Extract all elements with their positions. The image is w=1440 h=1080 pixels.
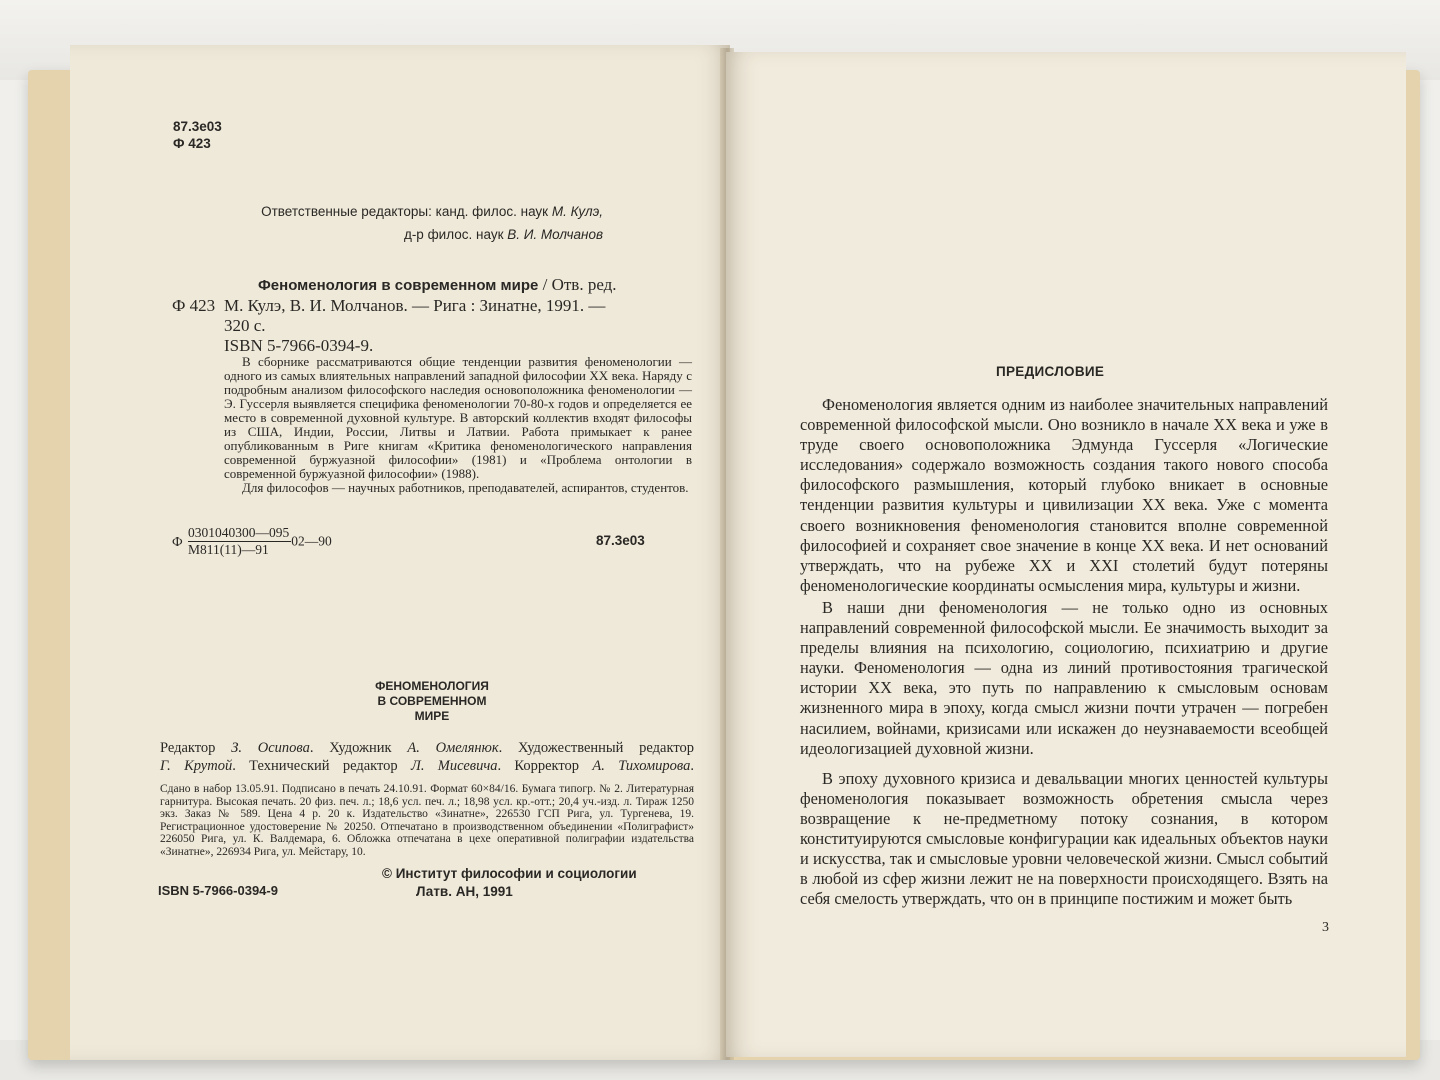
- book-title-line3: МИРЕ: [414, 709, 450, 723]
- preface-body: [800, 395, 1328, 909]
- book-title-line1: ФЕНОМЕНОЛОГИЯ: [375, 679, 489, 693]
- catalog-card-title-line: [172, 275, 692, 296]
- credits-period: .: [690, 758, 695, 774]
- preface-paragraph-2: В наши дни феноменология — не только одно из основных направлений современной философской мысли. Ее значимость выходит за пределы влияния на психологию, социологию, психиатрию и другие науки. Феноменология — одна из линий противостояния трагической истории XX века, это путь по направлению к смысловым основам жизненного мира в эпоху, когда смысл жизни почти утрачен — погребен насилием, войнами, кризисами или искажен до неузнаваемости всеобщей идеологизацией духовной жизни.: [800, 597, 1328, 758]
- credits-tech-editor-name: Л. Мисевича: [411, 758, 498, 774]
- formula-fraction: [188, 525, 291, 558]
- credits-art-editor-name: Г. Крутой: [160, 758, 233, 774]
- copyright-block: [382, 865, 637, 901]
- preface-paragraph-3: В эпоху духовного кризиса и девальвации многих ценностей культуры феноменология показывает возможность обретения смысла через возвращение к не-предметному потоку сознания, в котором конституируются смысловые конфигурации как идеальных объектов науки и искусства, так и смысловые уровни человеческой жизни. Смысл событий в любой из сфер жизни лежит не на поверхности происходящего. Взять на себя смелость утверждать, что он в принципе постижим и может быть: [800, 768, 1328, 909]
- credits-line2: [160, 757, 694, 775]
- isbn-bottom: ISBN 5-7966-0394-9: [158, 883, 278, 898]
- catalog-card-title-rest: / Отв. ред.: [538, 275, 617, 294]
- credits-proofreader-name: А. Тихомирова: [592, 758, 691, 774]
- copyright-line1: © Институт философии и социологии: [382, 866, 637, 881]
- catalog-card-title: Феноменология в современном мире: [258, 277, 539, 294]
- credits-line1: [160, 739, 694, 757]
- formula-denominator: M811(11)—91: [188, 542, 269, 557]
- editors-line1-name: М. Кулэ,: [551, 204, 603, 219]
- catalog-card-isbn: ISBN 5-7966-0394-9.: [224, 336, 374, 355]
- catalog-card-imprint: М. Кулэ, В. И. Молчанов. — Рига : Зинатне, 1991. —: [224, 296, 606, 315]
- formula-code: 87.3e03: [596, 533, 645, 548]
- publication-formula: [172, 525, 692, 558]
- editors-line2-name: В. И. Молчанов: [507, 227, 603, 242]
- book-title-block: [332, 679, 532, 724]
- annotation: [224, 355, 692, 495]
- credits-editor-name: З. Осипова: [231, 740, 310, 756]
- preface-heading: ПРЕДИСЛОВИЕ: [996, 364, 1105, 379]
- book-title-line2: В СОВРЕМЕННОМ: [377, 694, 487, 708]
- catalog-card-pages: 320 с.: [224, 316, 266, 335]
- classification-author-mark: Ф 423: [173, 136, 211, 151]
- catalog-card-mark: Ф 423: [172, 296, 216, 315]
- catalog-card-line2: [172, 296, 692, 316]
- credits: [160, 739, 694, 775]
- copyright-line2: Латв. АН, 1991: [416, 884, 513, 899]
- classification-block: [173, 118, 222, 152]
- formula-numerator: 0301040300—095: [188, 525, 290, 540]
- catalog-card: [172, 275, 692, 356]
- formula-suffix: 02—90: [291, 533, 332, 549]
- responsible-editors: [248, 200, 603, 246]
- credits-art-editor-label: . Художественный редактор: [498, 740, 694, 756]
- credits-tech-editor-label: . Технический редактор: [232, 758, 411, 774]
- annotation-paragraph-1: В сборнике рассматриваются общие тенденции развития феноменологии — одного из самых влиятельных направлений западной философии XX века. Наряду с подробным анализом философского наследия основоположника феноменологии — Э. Гуссерля выявляется специфика феноменологии 70-80-х годов и определяется ее место в современной духовной культуре. В авторский коллектив входят философы из США, Индии, России, Литвы и Латвии. Работа примыкает к ранее опубликованным в Риге книгам «Критика феноменологического направления современной буржуазной философии» (1981) и «Проблема онтологии в современной буржуазной философии» (1988).: [224, 354, 692, 481]
- annotation-paragraph-2: Для философов — научных работников, преподавателей, аспирантов, студентов.: [242, 480, 689, 495]
- editors-line1-prefix: Ответственные редакторы: канд. филос. наук: [261, 204, 552, 219]
- left-page: [70, 45, 730, 1060]
- credits-proofreader-label: . Корректор: [497, 758, 593, 774]
- credits-artist-label: . Художник: [309, 740, 408, 756]
- classification-code: 87.3e03: [173, 119, 222, 134]
- credits-artist-name: А. Омелянюк: [407, 740, 499, 756]
- page-number: 3: [1322, 920, 1329, 935]
- formula-prefix: Ф: [172, 533, 183, 549]
- preface-paragraph-1: Феноменология является одним из наиболее значительных направлений современной философской мысли. Оно возникло в начале XX века и уже в труде своего основоположника Эдмунда Гуссерля «Логические исследования» содержало возможность создания такого нового способа философского размышления, который глубоко вникает в основные тенденции развития культуры и цивилизации XX века. Уже с момента своего возникновения феноменология становится вполне современной философией и сохраняет свое значение в конце XX века. И нет оснований утверждать, что на рубеже XX и XXI столетий будут потеряны феноменологические координаты осмысления мира, культуры и жизни.: [800, 395, 1328, 595]
- editors-line2-prefix: д-р филос. наук: [403, 227, 508, 242]
- right-page: [726, 52, 1406, 1057]
- imprint-details: Сдано в набор 13.05.91. Подписано в печать 24.10.91. Формат 60×84/16. Бумага типогр. № 2. Литературная гарнитура. Высокая печать. 20 физ. печ. л.; 18,6 усл. печ. л.; 18,98 усл. кр.-отт.; 20,4 уч.-изд. л. Тираж 1250 экз. Заказ № 589. Цена 4 р. 20 к. Издательство «Зинатне», 226530 ГСП Рига, ул. Тургенева, 19. Регистрационное удостоверение № 20250. Отпечатано в производственном объединении «Полиграфист» 226050 Рига, ул. К. Валдемара, 6. Обложка отпечатана в цехе оперативной полиграфии издательства «Зинатне», 226934 Рига, ул. Мейстару, 10.: [160, 783, 694, 858]
- credits-editor-label: Редактор: [160, 740, 232, 756]
